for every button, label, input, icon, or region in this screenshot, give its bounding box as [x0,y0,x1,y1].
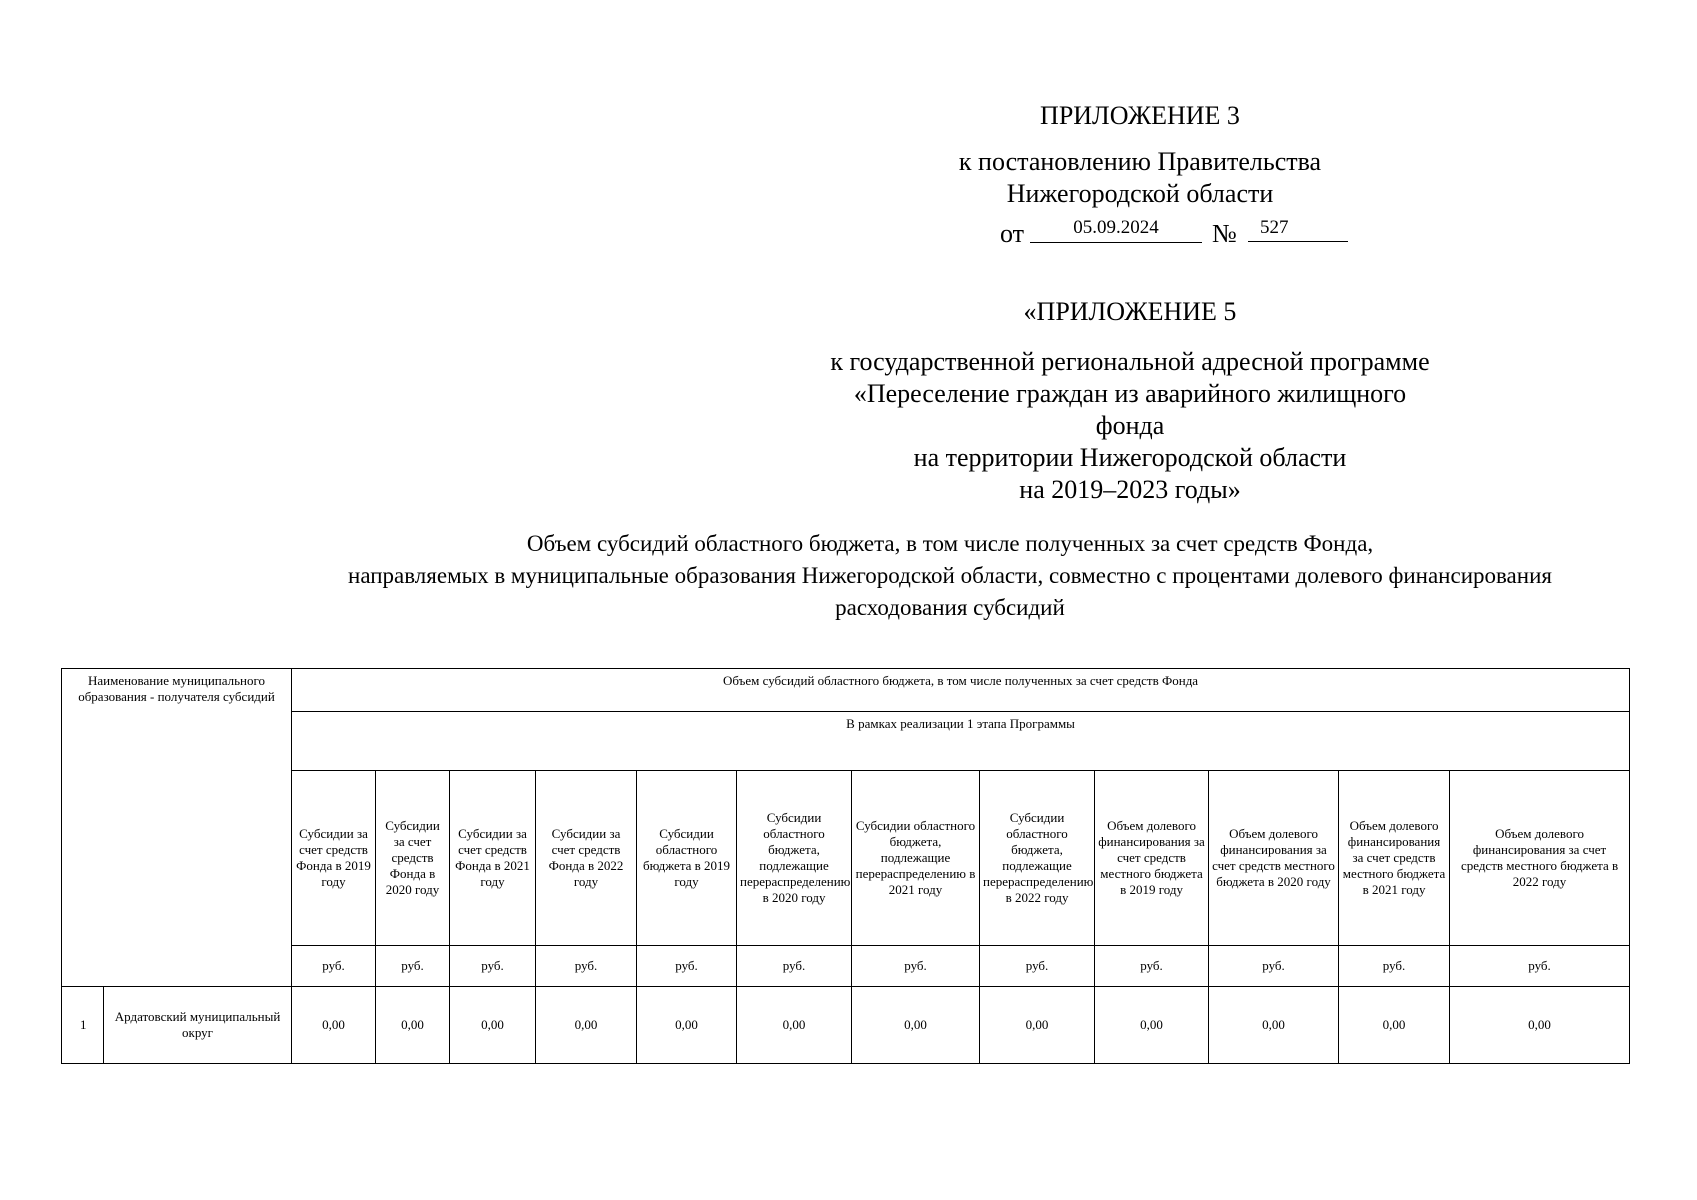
column-header: Объем долевого финансирования за счет средств местного бюджета в 2019 году [1095,771,1209,946]
value-cell: 0,00 [1209,987,1339,1064]
value-cell: 0,00 [852,987,980,1064]
appendix-3-header [920,100,1360,210]
appendix-3-line-1: к постановлению Правительства [958,147,1322,176]
subsidies-table [61,668,1630,1064]
subgroup-header: В рамках реализации 1 этапа Программы [292,712,1630,771]
appendix-5-line-2: «Переселение граждан из аварийного жилищного фонда [853,379,1407,440]
column-header: Субсидии за счет средств Фонда в 2021 году [450,771,536,946]
appendix-3-title: ПРИЛОЖЕНИЕ 3 [1040,101,1240,130]
municipality-name: Ардатовский муниципальный округ [104,987,292,1064]
appendix-5-line-4: на 2019–2023 годы» [1019,475,1241,504]
unit-cell: руб. [450,946,536,987]
table-row [62,987,1630,1064]
appendix-5-header [820,296,1440,506]
value-cell: 0,00 [737,987,852,1064]
appendix-3-line-2: Нижегородской области [1006,179,1274,208]
column-header: Объем долевого финансирования за счет средств местного бюджета в 2022 году [1450,771,1630,946]
from-label: от [1000,219,1025,248]
resolution-date: 05.09.2024 [1030,216,1202,243]
recipient-header: Наименование муниципального образования - получателя субсидий [62,669,292,987]
value-cell: 0,00 [536,987,637,1064]
document-title-line-3: расходования субсидий [835,595,1065,620]
column-header: Объем долевого финансирования за счет средств местного бюджета в 2020 году [1209,771,1339,946]
column-header: Субсидии областного бюджета, подлежащие перераспределению в 2022 году [980,771,1095,946]
unit-cell: руб. [536,946,637,987]
value-cell: 0,00 [980,987,1095,1064]
unit-cell: руб. [1095,946,1209,987]
unit-cell: руб. [980,946,1095,987]
appendix-5-line-1: к государственной региональной адресной программе [830,347,1430,376]
column-header: Субсидии областного бюджета, подлежащие перераспределению в 2021 году [852,771,980,946]
document-title-line-2: направляемых в муниципальные образования Нижегородской области, совместно с процентами долевого финансирования [348,563,1552,588]
column-header: Субсидии за счет средств Фонда в 2019 году [292,771,376,946]
unit-cell: руб. [376,946,450,987]
number-label: № [1212,219,1237,248]
document-title-line-1: Объем субсидий областного бюджета, в том числе полученных за счет средств Фонда, [526,531,1374,556]
row-number: 1 [62,987,104,1064]
column-header: Субсидии областного бюджета, подлежащие перераспределению в 2020 году [737,771,852,946]
value-cell: 0,00 [292,987,376,1064]
document-title [290,528,1610,624]
value-cell: 0,00 [637,987,737,1064]
column-header: Субсидии областного бюджета в 2019 году [637,771,737,946]
unit-cell: руб. [852,946,980,987]
unit-cell: руб. [1339,946,1450,987]
unit-cell: руб. [1209,946,1339,987]
appendix-5-line-3: на территории Нижегородской области [913,443,1347,472]
unit-cell: руб. [737,946,852,987]
value-cell: 0,00 [376,987,450,1064]
value-cell: 0,00 [1450,987,1630,1064]
unit-cell: руб. [637,946,737,987]
value-cell: 0,00 [450,987,536,1064]
unit-cell: руб. [1450,946,1630,987]
group-header: Объем субсидий областного бюджета, в том числе полученных за счет средств Фонда [292,669,1630,712]
value-cell: 0,00 [1095,987,1209,1064]
column-header: Объем долевого финансирования за счет средств местного бюджета в 2021 году [1339,771,1450,946]
resolution-number: 527 [1248,216,1348,242]
column-header: Субсидии за счет средств Фонда в 2020 году [376,771,450,946]
column-header: Субсидии за счет средств Фонда в 2022 году [536,771,637,946]
value-cell: 0,00 [1339,987,1450,1064]
appendix-5-title: «ПРИЛОЖЕНИЕ 5 [1023,297,1237,326]
unit-cell: руб. [292,946,376,987]
